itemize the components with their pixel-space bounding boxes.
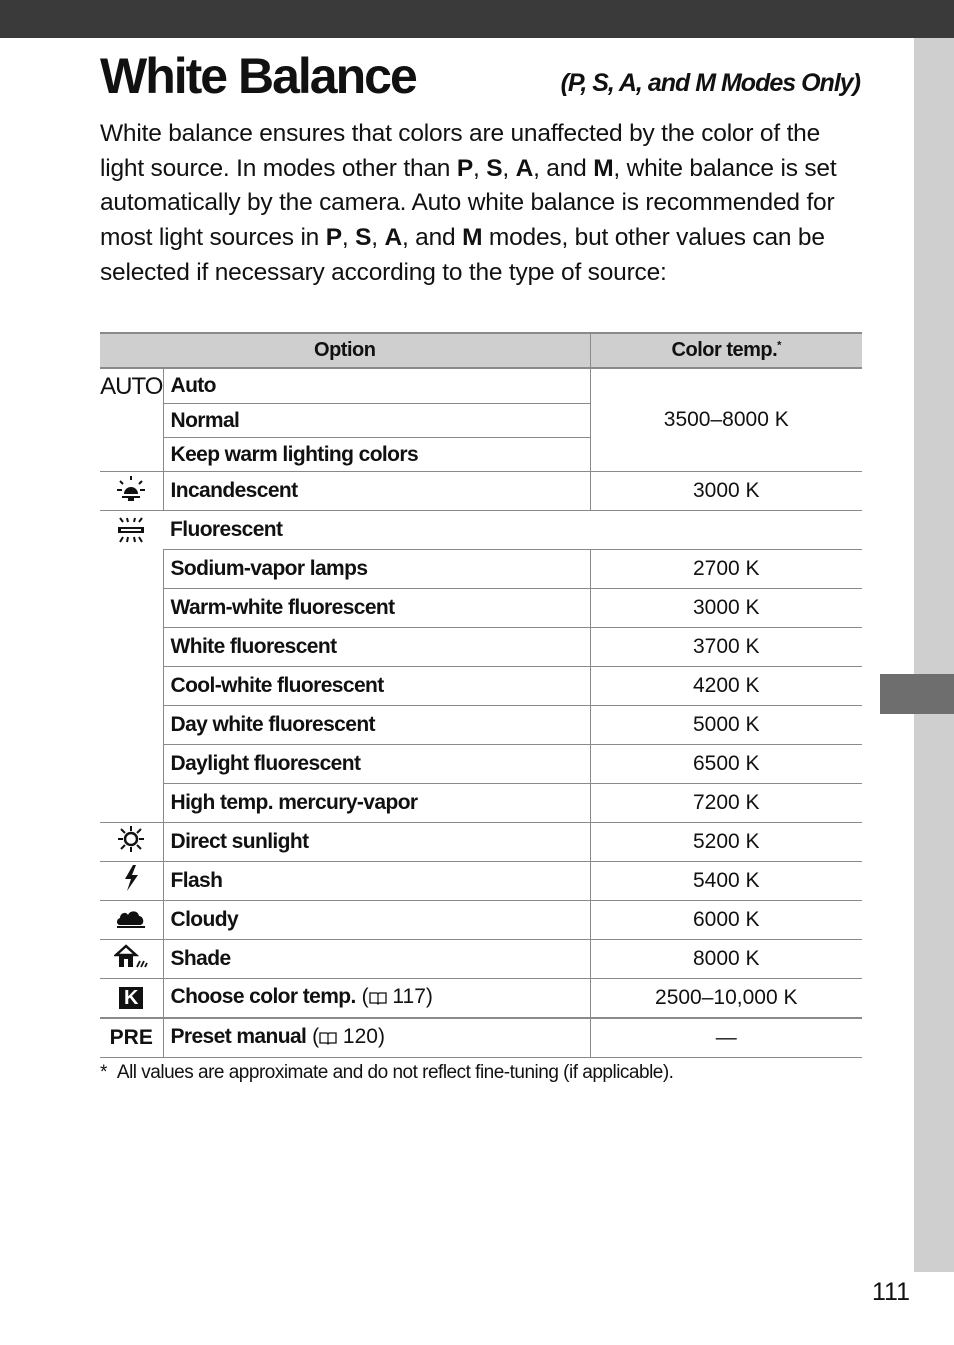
ref-open: (: [306, 1025, 320, 1048]
choose-label: Choose color temp.: [170, 985, 356, 1008]
option-white-fluorescent: White fluorescent: [163, 628, 590, 667]
option-warm-white-fluorescent: Warm-white fluorescent: [163, 589, 590, 628]
option-day-white-fluorescent: Day white fluorescent: [163, 706, 590, 745]
table-row: [100, 706, 862, 745]
page-title: White Balance: [100, 48, 416, 104]
header-temp-label: Color temp.: [671, 339, 778, 361]
book-icon: [369, 987, 387, 1011]
incandescent-icon: [100, 472, 163, 511]
option-shade: Shade: [163, 940, 590, 979]
book-icon: [319, 1027, 337, 1051]
temp-choose-color-temp: 2500–10,000 K: [590, 979, 862, 1019]
choose-page-ref[interactable]: 117): [386, 985, 433, 1008]
intro-sep: ,: [371, 224, 385, 252]
ref-open: (: [355, 985, 369, 1008]
table-row: [100, 940, 862, 979]
temp-daylight-fluorescent: 6500 K: [590, 745, 862, 784]
table-row: [100, 979, 862, 1019]
k-icon-text: K: [119, 987, 143, 1009]
temp-auto: 3500–8000 K: [590, 368, 862, 472]
option-flash: Flash: [163, 862, 590, 901]
temp-white-fluorescent: 3700 K: [590, 628, 862, 667]
table-row: [100, 472, 862, 511]
mode-m: M: [462, 224, 483, 252]
temp-cloudy: 6000 K: [590, 901, 862, 940]
temp-flash: 5400 K: [590, 862, 862, 901]
mode-p: P: [325, 224, 342, 252]
option-preset-manual: [163, 1018, 590, 1058]
option-mercury-vapor: High temp. mercury-vapor: [163, 784, 590, 823]
option-keep-warm: Keep warm lighting colors: [163, 438, 590, 472]
fluorescent-icon: [100, 511, 163, 823]
table-header-row: [100, 333, 862, 368]
pre-icon: [100, 1018, 163, 1058]
option-cool-white-fluorescent: Cool-white fluorescent: [163, 667, 590, 706]
page-subtitle: (P, S, A, and M Modes Only): [560, 69, 860, 97]
temp-day-white-fluorescent: 5000 K: [590, 706, 862, 745]
k-icon: [100, 979, 163, 1019]
intro-sep: , and: [401, 224, 463, 252]
temp-mercury-vapor: 7200 K: [590, 784, 862, 823]
option-normal: Normal: [163, 404, 590, 438]
intro-sep: ,: [502, 154, 516, 182]
mode-s: S: [486, 154, 503, 182]
pre-icon-text: PRE: [109, 1026, 153, 1049]
footnote: [100, 1062, 673, 1084]
option-sodium-vapor: Sodium-vapor lamps: [163, 550, 590, 589]
table-row: [100, 589, 862, 628]
temp-incandescent: 3000 K: [590, 472, 862, 511]
intro-text: , white balance is set automatically by the camera. Auto white balance is recommended for most light sources in: [100, 154, 837, 252]
footnote-text: All values are approximate and do not reflect fine-tuning (if applicable).: [116, 1062, 674, 1083]
intro-text: White balance ensures that colors are unaffected by the color of the light source. In modes other than: [100, 120, 821, 182]
table-row: [100, 667, 862, 706]
option-daylight-fluorescent: Daylight fluorescent: [163, 745, 590, 784]
option-fluorescent: Fluorescent: [163, 511, 862, 550]
table-row: [100, 901, 862, 940]
table-row: [100, 368, 862, 404]
mode-a: A: [384, 224, 402, 252]
temp-sodium-vapor: 2700 K: [590, 550, 862, 589]
footnote-mark: *: [777, 339, 781, 352]
option-direct-sunlight: Direct sunlight: [163, 823, 590, 862]
temp-cool-white-fluorescent: 4200 K: [590, 667, 862, 706]
flash-icon: [100, 862, 163, 901]
temp-warm-white-fluorescent: 3000 K: [590, 589, 862, 628]
page-number: 111: [872, 1278, 911, 1306]
mode-m: M: [593, 154, 614, 182]
intro-sep: , and: [533, 154, 594, 182]
side-strip: [914, 38, 954, 1272]
option-incandescent: Incandescent: [163, 472, 590, 511]
temp-shade: 8000 K: [590, 940, 862, 979]
table-row: [100, 1018, 862, 1058]
header-color-temp: [590, 333, 862, 368]
table-row: [100, 511, 862, 550]
preset-label: Preset manual: [170, 1025, 307, 1048]
mode-p: P: [456, 154, 473, 182]
auto-icon: [100, 368, 163, 472]
option-cloudy: Cloudy: [163, 901, 590, 940]
preset-page-ref[interactable]: 120): [337, 1025, 385, 1048]
table-row: [100, 628, 862, 667]
top-bar: [0, 0, 954, 38]
table-row: [100, 550, 862, 589]
intro-paragraph: [100, 117, 870, 291]
table-row: [100, 745, 862, 784]
white-balance-table: [100, 332, 862, 1058]
table-row: [100, 862, 862, 901]
shade-icon: [100, 940, 163, 979]
intro-sep: ,: [472, 154, 487, 182]
temp-direct-sunlight: 5200 K: [590, 823, 862, 862]
option-auto: Auto: [163, 368, 590, 404]
table-row: [100, 823, 862, 862]
header-option: Option: [100, 333, 590, 368]
mode-a: A: [515, 154, 534, 182]
table-row: [100, 784, 862, 823]
cloudy-icon: [100, 901, 163, 940]
sun-icon: [100, 823, 163, 862]
option-choose-color-temp: [163, 979, 590, 1019]
footnote-mark: *: [100, 1062, 107, 1083]
intro-text: modes, but other values can be selected if necessary according to the type of source:: [100, 224, 825, 286]
chapter-tab: [880, 674, 954, 714]
auto-icon-text: AUTO: [100, 373, 163, 400]
mode-s: S: [355, 224, 372, 252]
intro-sep: ,: [341, 224, 356, 252]
temp-preset-manual: —: [590, 1018, 862, 1058]
